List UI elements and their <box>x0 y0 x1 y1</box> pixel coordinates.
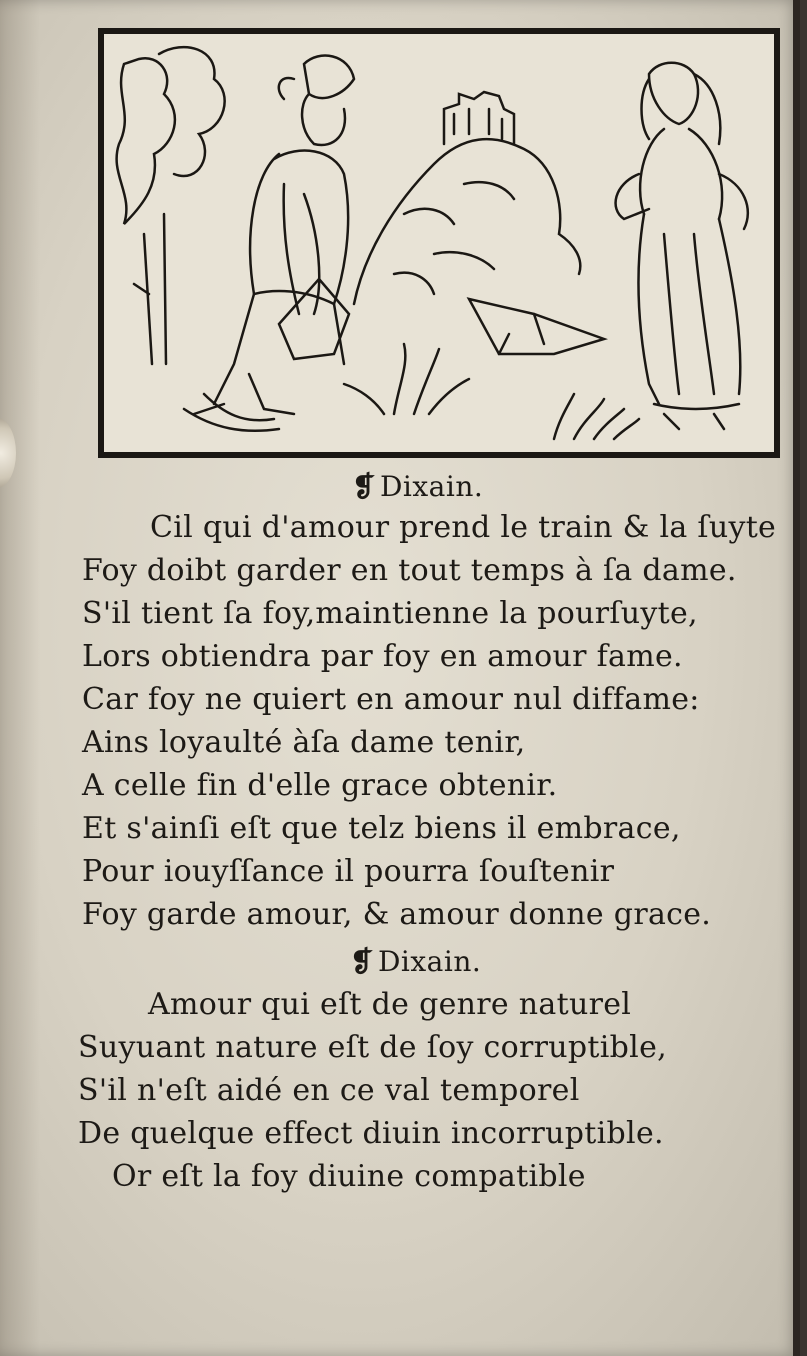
poem-line: Cil qui d'amour prend le train & la ſuyte <box>150 510 777 545</box>
poem-line: A celle fin d'elle grace obtenir. <box>82 768 558 803</box>
poem-line: Foy garde amour, & amour donne grace. <box>82 897 712 932</box>
poem-line: Pour iouyſſance il pourra ſouſtenir <box>82 854 615 889</box>
poem-line: Et s'ainſi eſt que telz biens il embrace, <box>82 811 681 846</box>
poem-line: Foy doibt garder en tout temps à ſa dame. <box>82 553 737 588</box>
poem-heading-text: Dixain. <box>379 470 484 503</box>
poem-line: Or eſt la foy diuine compatible <box>112 1159 586 1194</box>
poem-heading-text: Dixain. <box>377 945 482 978</box>
page-edge <box>793 0 800 1356</box>
pilcrow-mark-icon: ❡ <box>352 470 376 503</box>
poem-line: Lors obtiendra par foy en amour fame. <box>82 639 683 674</box>
poem-line: S'il tient ſa foy,maintienne la pourſuyte, <box>82 596 698 631</box>
poem-line: Ains loyaulté àſa dame tenir, <box>82 725 526 760</box>
page-gutter-shadow <box>0 0 40 1356</box>
poem-line: Amour qui eſt de genre naturel <box>148 987 632 1022</box>
poem-line: De quelque effect diuin incorruptible. <box>78 1116 664 1151</box>
poem-line: Suyuant nature eſt de ſoy corruptible, <box>78 1030 667 1065</box>
woodcut-illustration <box>98 28 780 458</box>
poem-line: S'il n'eſt aidé en ce val temporel <box>78 1073 580 1108</box>
poem-line: Car foy ne quiert en amour nul diffame: <box>82 682 700 717</box>
poem-heading <box>350 945 481 978</box>
pilcrow-mark-icon: ❡ <box>350 945 374 978</box>
poem-heading <box>352 470 483 503</box>
